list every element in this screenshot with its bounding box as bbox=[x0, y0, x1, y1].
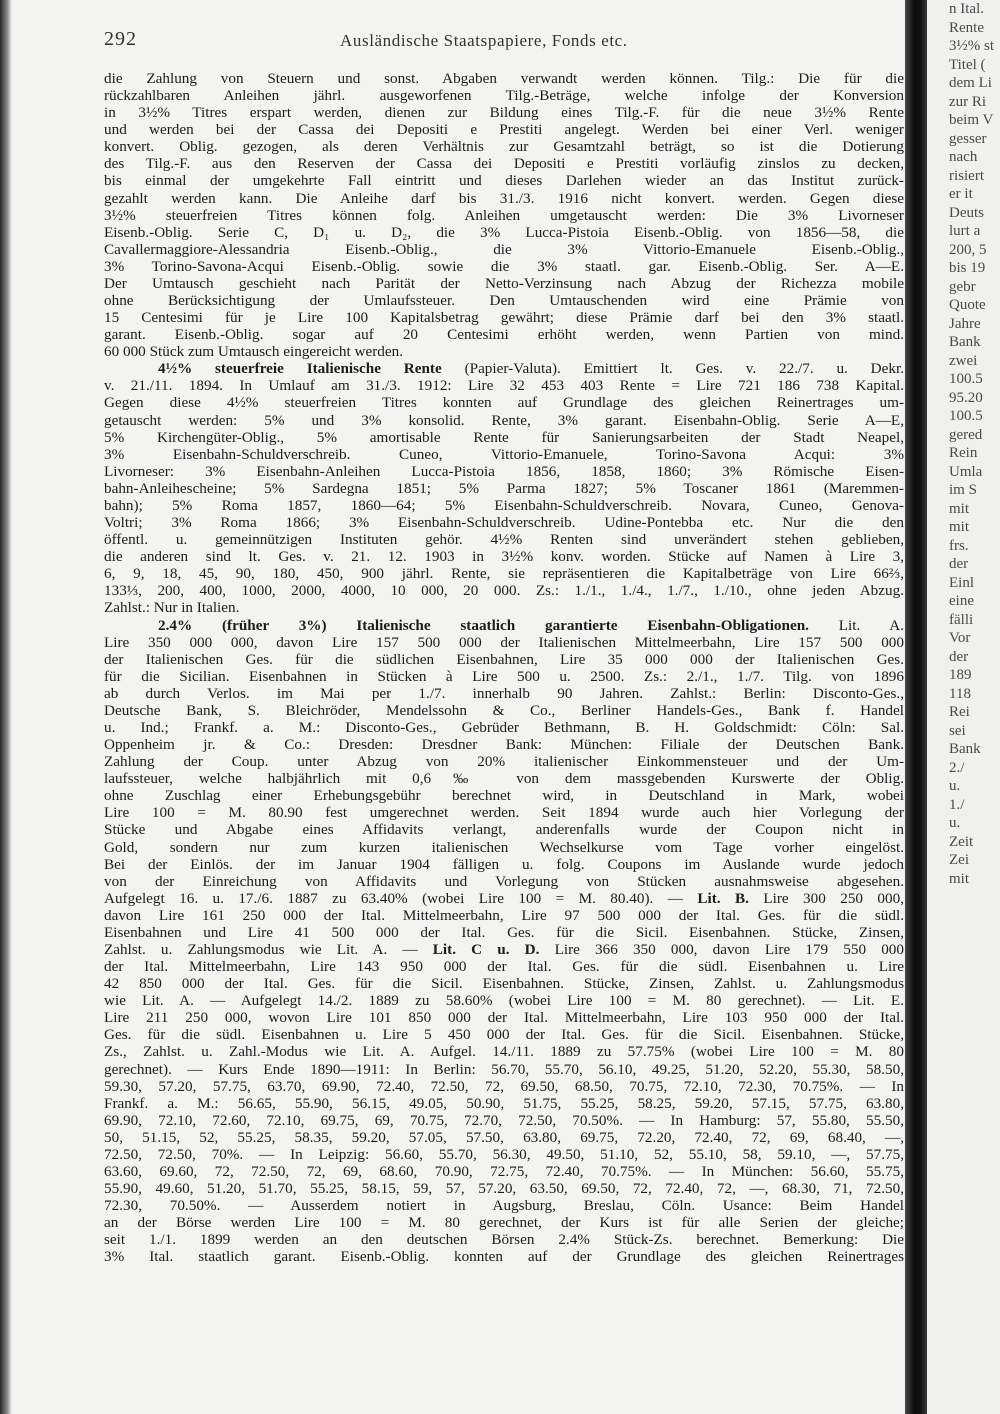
facing-line: 95.20 bbox=[949, 389, 983, 406]
text-line bbox=[104, 241, 904, 258]
text-line bbox=[104, 292, 904, 309]
line-text: Lit. A. bbox=[808, 616, 904, 634]
line-text: Lire 100 = M. 80.90 fest umgerechnet werden. Seit 1894 wurde auch hier Vorlegung der bbox=[104, 804, 904, 822]
line-text: Lire 211 250 000, wovon Lire 101 850 000 der Ital. Mittelmeerbahn, Lire 103 950 000 der Ital. bbox=[104, 1009, 904, 1027]
text-line bbox=[104, 992, 904, 1009]
text-line bbox=[104, 565, 904, 582]
facing-line: er it bbox=[949, 186, 973, 202]
line-text: Der Umtausch geschieht nach Parität der Netto-Verzinsung nach Abzug der Richezza mobile bbox=[104, 274, 904, 292]
text-line bbox=[104, 138, 904, 155]
line-text-tail: Lire 366 350 000, davon Lire 179 550 000 bbox=[539, 940, 904, 958]
line-text: Gold, sondern nur zum kurzen italienischen Wechselkurse vom Tage vorher eingelöst. bbox=[104, 838, 904, 856]
text-line bbox=[104, 463, 904, 480]
text-line bbox=[104, 1078, 904, 1095]
line-text: Bei der Einlös. der im Januar 1904 fälligen u. folg. Coupons im Auslande wurde jedoch bbox=[104, 855, 904, 873]
facing-line: u. bbox=[949, 778, 961, 794]
line-text: an der Börse werden Lire 100 = M. 80 gerechnet, der Kurs ist für alle Serien der gleiche; bbox=[104, 1214, 904, 1232]
text-line bbox=[104, 87, 904, 104]
line-text: gerechnet). — Kurs Ende 1890—1911: In Berlin: 56.70, 55.70, 56.10, 49.25, 51.20, 52.20, 55.30, 58.50, bbox=[104, 1060, 904, 1078]
text-line bbox=[104, 1146, 904, 1163]
text-line bbox=[104, 1095, 904, 1112]
facing-line: zur Ri bbox=[949, 93, 987, 110]
text-line bbox=[104, 412, 904, 429]
facing-line: nach bbox=[949, 149, 978, 165]
facing-line: u. bbox=[949, 815, 961, 831]
text-line bbox=[104, 104, 904, 121]
text-line bbox=[104, 275, 904, 292]
line-text: für die Sicilian. Eisenbahnen in Stücken à Lire 500 u. 2500. Zs.: 2./1., 1./7. Tilg. von 1896 bbox=[104, 667, 904, 685]
line-text: (Papier-Valuta). Emittiert lt. Ges. v. 22./7. u. Dekr. bbox=[441, 360, 904, 378]
text-line bbox=[104, 1197, 904, 1214]
text-line bbox=[104, 924, 904, 941]
text-line bbox=[104, 582, 904, 599]
facing-line: risiert bbox=[949, 167, 984, 184]
line-text: gezahlt werden kann. Die Anleihe darf bis 31./3. 1916 nicht konvert. werden. Gegen diese bbox=[104, 189, 904, 207]
line-text: der Italienischen Ges. für die südlichen Eisenbahnen, Lire 35 000 000 der Italienischen Ges. bbox=[104, 650, 904, 668]
facing-line: 118 bbox=[949, 685, 971, 702]
inline-heading: Lit. C u. D. bbox=[432, 940, 540, 958]
line-text: die Zahlung von Steuern und sonst. Abgaben verwandt werden können. Tilg.: Die für die bbox=[104, 70, 904, 87]
text-line bbox=[104, 719, 904, 736]
facing-line: fälli bbox=[949, 611, 974, 628]
facing-line: gebr bbox=[949, 278, 976, 295]
text-line bbox=[104, 1214, 904, 1231]
line-text: Ges. für die südl. Eisenbahnen u. Lire 5 450 000 der Ital. Ges. für die Sicil. Eisenbahnen. Stücke, bbox=[104, 1026, 904, 1044]
text-line bbox=[104, 531, 904, 548]
facing-line: Bank bbox=[949, 741, 981, 757]
text-line bbox=[104, 360, 904, 377]
line-text: bahn-Anleihescheine; 5% Sardegna 1851; 5% Parma 1827; 5% Toscaner 1861 (Maremmen- bbox=[104, 479, 904, 497]
facing-line: Einl bbox=[949, 574, 974, 591]
text-line bbox=[104, 1043, 904, 1060]
line-text: Voltri; 3% Roma 1866; 3% Eisenbahn-Schuldverschreib. Udine-Pontebba etc. Nur die den bbox=[104, 514, 904, 532]
facing-line: Zeit bbox=[949, 833, 974, 850]
facing-line: 3½% st bbox=[949, 38, 994, 54]
text-line bbox=[104, 155, 904, 172]
line-text: Cavallermaggiore-Alessandria Eisenb.-Oblig., die 3% Vittorio-Emanuele Eisenb.-Oblig., bbox=[104, 240, 904, 258]
line-text: 3% Eisenbahn-Schuldverschreib. Cuneo, Vittorio-Emanuele, Torino-Savona Acqui: 3% bbox=[104, 445, 904, 463]
text-line bbox=[104, 890, 904, 907]
line-text: Lire 350 000 000, davon Lire 157 500 000 der Italienischen Mittelmeerbahn, Lire 157 500 000 bbox=[104, 633, 904, 651]
line-text: Zs., Zahlst. u. Zahl.-Modus wie Lit. A. Aufgel. 14./11. 1889 zu 57.75% (wobei Lire 100 = M. 80 bbox=[104, 1043, 904, 1061]
facing-line: mit bbox=[949, 519, 970, 535]
text-line bbox=[104, 668, 904, 685]
text-line bbox=[104, 702, 904, 719]
line-text: laufssteuer, welche halbjährlich mit 0,6‰ von dem massgebenden Kurswerte der Oblig. bbox=[104, 770, 904, 788]
line-text: ab durch Verlos. im Mai per 1./7. innerhalb 90 Jahren. Zahlst.: Berlin: Disconto-Ges., bbox=[104, 684, 904, 702]
facing-line: Rei bbox=[949, 704, 970, 720]
line-text: rückzahlbaren Anleihen jährl. ausgeworfenen Tilg.-Beträge, welche infolge der Konversion bbox=[104, 87, 904, 105]
page-number: 292 bbox=[104, 28, 137, 50]
line-text: ohne Zuschlag einer Erhebungsgebühr berechnet wird, in Deutschland in Mark, wobei bbox=[104, 787, 904, 805]
facing-line: 189 bbox=[949, 667, 972, 683]
text-line bbox=[104, 856, 904, 873]
facing-line: 200, 5 bbox=[949, 241, 987, 258]
facing-line: Rein bbox=[949, 445, 978, 461]
line-text: 5% Kirchengüter-Oblig., 5% amortisable Rente für Sanierungsarbeiten der Stadt Neapel, bbox=[104, 428, 904, 446]
line-text: 60 000 Stück zum Umtausch eingereicht werden. bbox=[104, 343, 404, 361]
facing-line: gesser bbox=[949, 130, 987, 147]
text-line bbox=[104, 634, 904, 651]
text-line bbox=[104, 480, 904, 497]
facing-line: 100.5 bbox=[949, 371, 983, 387]
text-line bbox=[104, 651, 904, 668]
facing-line: Zei bbox=[949, 852, 969, 868]
facing-line: im S bbox=[949, 482, 977, 498]
line-text: 63.60, 69.60, 72, 72.50, 72, 69, 68.60, 70.90, 72.75, 72.40, 70.75%. — In München: 56.60, 55.75, bbox=[104, 1163, 904, 1180]
facing-line: sei bbox=[949, 722, 966, 739]
text-line bbox=[104, 804, 904, 821]
facing-line: eine bbox=[949, 593, 974, 609]
text-line bbox=[104, 1231, 904, 1248]
text-line bbox=[104, 121, 904, 138]
text-line bbox=[104, 190, 904, 207]
text-line bbox=[104, 753, 904, 770]
facing-line: frs. bbox=[949, 537, 969, 554]
body-text bbox=[104, 70, 904, 1265]
text-line bbox=[104, 1248, 904, 1265]
facing-page-fragment bbox=[927, 0, 1000, 1414]
text-line bbox=[104, 1112, 904, 1129]
line-text: 3% Torino-Savona-Acqui Eisenb.-Oblig. sowie die 3% staatl. gar. Eisenb.-Oblig. Ser. A—E. bbox=[104, 257, 904, 275]
text-line bbox=[104, 309, 904, 326]
running-title: Ausländische Staatspapiere, Fonds etc. bbox=[340, 31, 628, 50]
text-line bbox=[104, 377, 904, 394]
line-text: seit 1./1. 1899 werden an den deutschen Börsen 2.4% Stück-Zs. berechnet. Bemerkung: Die bbox=[104, 1231, 904, 1249]
line-text: Gegen diese 4½% steuerfreien Titres konnten auf Grundlage des gleichen Reinertrages um- bbox=[104, 394, 904, 412]
section-heading: 2.4% (früher 3%) Italienische staatlich garantierte Eisenbahn-Obligationen. bbox=[158, 616, 809, 634]
line-text: in 3½% Titres erspart werden, dienen zur Bildung eines Tilg.-F. für die neue 3½% Rente bbox=[104, 104, 904, 122]
line-text: ohne Berücksichtigung der Umlaufssteuer. Den Umtauschenden wird eine Prämie von bbox=[104, 292, 904, 310]
text-line bbox=[104, 446, 904, 463]
text-line bbox=[104, 941, 904, 958]
facing-line: lurt a bbox=[949, 223, 981, 239]
line-text: 69.90, 72.10, 72.60, 72.10, 69.75, 69, 70.75, 72.70, 72.50, 70.50%. — In Hamburg: 57, 55.80, 55.50, bbox=[104, 1111, 904, 1129]
text-line bbox=[104, 224, 904, 241]
facing-line: Vor bbox=[949, 630, 971, 646]
line-text: von der Einreichung von Affidavits und Vorlegung von Stücken ausnahmsweise abgesehen. bbox=[104, 872, 904, 890]
facing-line: der bbox=[949, 556, 969, 572]
line-text: Zahlst. u. Zahlungsmodus wie Lit. A. — bbox=[104, 940, 433, 958]
facing-line: n Ital. bbox=[949, 1, 984, 17]
line-text: Aufgelegt 16. u. 17./6. 1887 zu 63.40% (wobei Lire 100 = M. 80.40). — bbox=[104, 889, 698, 907]
scan-edge-shadow bbox=[0, 0, 12, 1414]
facing-line: Titel ( bbox=[949, 56, 986, 73]
line-text: 59.30, 57.20, 57.75, 63.70, 69.90, 72.40, 72.50, 72, 69.50, 68.50, 70.75, 72.10, 72.30, 70.75%. — In bbox=[104, 1077, 904, 1095]
text-line bbox=[104, 548, 904, 565]
facing-line: 1./ bbox=[949, 796, 965, 813]
text-line bbox=[104, 907, 904, 924]
line-text: 3½% steuerfreien Titres können folg. Anleihen umgetauscht werden: Die 3% Livorneser bbox=[104, 206, 904, 224]
text-line bbox=[104, 497, 904, 514]
text-line bbox=[104, 770, 904, 787]
line-text: 55.90, 49.60, 51.20, 51.70, 55.25, 58.15, 59, 57, 57.20, 63.50, 69.50, 72, 72.40, 72, —, 68.30, 71, 72.50, bbox=[104, 1180, 904, 1198]
line-text: 15 Centesimi für je Lire 100 Kapitalsbetrag gewährt; diese Prämie darf bei den 3% staatl. bbox=[104, 309, 904, 327]
text-line bbox=[104, 207, 904, 224]
facing-line: Rente bbox=[949, 19, 984, 36]
facing-line: mit bbox=[949, 870, 970, 887]
line-text: garant. Eisenb.-Oblig. sogar auf 20 Centesimi erhöht werden, wenn Partien von mind. bbox=[104, 326, 904, 344]
facing-line: gered bbox=[949, 426, 983, 443]
line-text: 72.50, 72.50, 70%. — In Leipzig: 56.60, 55.70, 56.30, 49.50, 51.10, 52, 55.10, 58, 59.10, —, 57.75, bbox=[104, 1145, 904, 1163]
text-line bbox=[104, 821, 904, 838]
line-text-tail: Lire 300 250 000, bbox=[748, 889, 904, 907]
text-line bbox=[104, 1163, 904, 1180]
facing-line: 100.5 bbox=[949, 408, 983, 424]
line-text: konvert. Oblig. gezogen, als deren Verhältnis zur Gesamtzahl beträgt, so ist die Dotierung bbox=[104, 138, 904, 156]
facing-line: Jahre bbox=[949, 315, 981, 332]
line-text: und werden bei der Cassa dei Depositi e Prestiti angelegt. Werden bei einer Verl. weniger bbox=[104, 121, 904, 139]
line-text: Deutsche Bank, S. Bleichröder, Mendelssohn & Co., Berliner Handels-Ges., Bank f. Handel bbox=[104, 701, 904, 719]
line-text: Livorneser: 3% Eisenbahn-Anleihen Lucca-Pistoia 1856, 1858, 1860; 3% Römische Eisen- bbox=[104, 462, 904, 480]
line-text: bahn); 5% Roma 1857, 1860—64; 5% Eisenbahn-Schuldverschreib. Novara, Cuneo, Genova- bbox=[104, 496, 904, 514]
text-line bbox=[104, 1180, 904, 1197]
text-line bbox=[104, 958, 904, 975]
text-line bbox=[104, 1129, 904, 1146]
facing-line: Deuts bbox=[949, 204, 984, 221]
line-text: davon Lire 161 250 000 der Ital. Mittelmeerbahn, Lire 97 500 000 der Ital. Ges. für die südl. bbox=[104, 906, 904, 924]
facing-line: zwei bbox=[949, 352, 978, 369]
text-line bbox=[104, 617, 904, 634]
line-text: wie Lit. A. — Aufgelegt 14./2. 1889 zu 58.60% (wobei Lire 100 = M. 80 gerechnet). — Lit. E. bbox=[104, 992, 904, 1010]
line-text: 133⅓, 200, 400, 1000, 2000, 4000, 10 000, 20 000. Zs.: 1./1., 1./4., 1./7., 1./10., ohne jeden Abzug. bbox=[104, 582, 904, 600]
facing-line: der bbox=[949, 648, 969, 665]
line-text: Eisenbahnen und Lire 41 500 000 der Ital. Ges. für die Sicil. Eisenbahnen. Stücke, Zinsen, bbox=[104, 923, 904, 941]
line-text: Zahlst.: Nur in Italien. bbox=[104, 599, 240, 617]
line-text: Oppenheim jr. & Co.: Dresden: Dresdner Bank: München: Filiale der Deutschen Bank. bbox=[104, 736, 904, 754]
line-text: 72.30, 70.50%. — Ausserdem notiert in Augsburg, Breslau, Cöln. Usance: Beim Handel bbox=[104, 1197, 904, 1215]
line-text: getauscht werden: 5% und 3% konsolid. Rente, 3% garant. Eisenbahn-Oblig. Serie A—E, bbox=[104, 411, 904, 429]
line-text: der Ital. Mittelmeerbahn, Lire 143 950 000 der Ital. Ges. für die südl. Eisenbahnen u. Lire bbox=[104, 958, 904, 976]
line-text: 3% Ital. staatlich garant. Eisenb.-Oblig. konnten auf der Grundlage des gleichen Reinertrages bbox=[104, 1248, 904, 1266]
line-text: Zahlung der Coup. unter Abzug von 20% italienischer Einkommensteuer und der Um- bbox=[104, 753, 904, 771]
line-text: die anderen sind lt. Ges. v. 21. 12. 1903 in 3½% konv. worden. Stücke auf Namen à Lire 3, bbox=[104, 548, 904, 566]
text-line bbox=[104, 394, 904, 411]
text-line bbox=[104, 172, 904, 189]
text-line bbox=[104, 258, 904, 275]
inline-heading: Lit. B. bbox=[697, 889, 749, 907]
text-line bbox=[104, 70, 904, 87]
line-text: bis einmal der umgekehrte Fall eintritt und dieses Darlehen wieder an das Institut zurück- bbox=[104, 172, 904, 190]
text-line bbox=[104, 599, 904, 616]
text-line bbox=[104, 429, 904, 446]
line-text: öffentl. u. gemeinnützigen Instituten gehör. 4½% Renten sind unverändert stehen geblieben, bbox=[104, 531, 904, 549]
facing-line: Bank bbox=[949, 334, 981, 350]
facing-line: beim V bbox=[949, 112, 994, 128]
text-line bbox=[104, 1026, 904, 1043]
line-text: Frankf. a. M.: 56.65, 55.90, 56.15, 49.05, 50.90, 51.75, 55.25, 58.25, 59.20, 57.15, 57.75, 63.80, bbox=[104, 1094, 904, 1112]
facing-line: bis 19 bbox=[949, 260, 986, 276]
text-line bbox=[104, 326, 904, 343]
text-line bbox=[104, 787, 904, 804]
line-text: 42 850 000 der Ital. Ges. für die Sicil. Eisenbahnen. Stücke, Zinsen, Zahlst. u. Zahlungsmodus bbox=[104, 975, 904, 993]
line-text: des Tilg.-F. aus den Reserven der Cassa dei Depositi e Prestiti vorläufig zinslos zu decken, bbox=[104, 155, 904, 173]
line-text: Stücke und Abgabe eines Affidavits verlangt, anderenfalls wurde der Coupon nicht in bbox=[104, 821, 904, 839]
book-gutter bbox=[905, 0, 927, 1414]
facing-line: Quote bbox=[949, 297, 986, 313]
text-line bbox=[104, 514, 904, 531]
text-line bbox=[104, 839, 904, 856]
facing-line: Umla bbox=[949, 463, 983, 480]
facing-line: dem Li bbox=[949, 75, 992, 91]
line-text: u. Ind.; Frankf. a. M.: Disconto-Ges., Gebrüder Bethmann, B. H. Goldschmidt: Cöln: Sal. bbox=[104, 718, 904, 736]
facing-line: 2./ bbox=[949, 759, 965, 776]
section-heading: 4½% steuerfreie Italienische Rente bbox=[158, 360, 442, 378]
page-header bbox=[104, 28, 904, 54]
text-line bbox=[104, 1009, 904, 1026]
text-line bbox=[104, 736, 904, 753]
facing-line: mit bbox=[949, 500, 970, 517]
line-text: 50, 51.15, 52, 55.25, 58.35, 59.20, 57.05, 57.50, 63.80, 69.75, 72.20, 72.40, 72, 69, 68.40, —, bbox=[104, 1128, 904, 1146]
line-text: v. 21./11. 1894. In Umlauf am 31./3. 1912: Lire 32 453 403 Rente = Lire 721 186 738 Kapital. bbox=[104, 377, 904, 395]
text-line bbox=[104, 685, 904, 702]
text-line bbox=[104, 1061, 904, 1078]
line-text: Eisenb.-Oblig. Serie C, D₁ u. D₂, die 3% Lucca-Pistoia Eisenb.-Oblig. von 1856—58, die bbox=[104, 223, 904, 241]
text-line bbox=[104, 343, 904, 360]
text-line bbox=[104, 975, 904, 992]
line-text: 6, 9, 18, 45, 90, 180, 450, 900 jährl. Rente, sie repräsentieren die Kapitalbeträge von Lire 66⅔, bbox=[104, 565, 904, 583]
text-line bbox=[104, 873, 904, 890]
